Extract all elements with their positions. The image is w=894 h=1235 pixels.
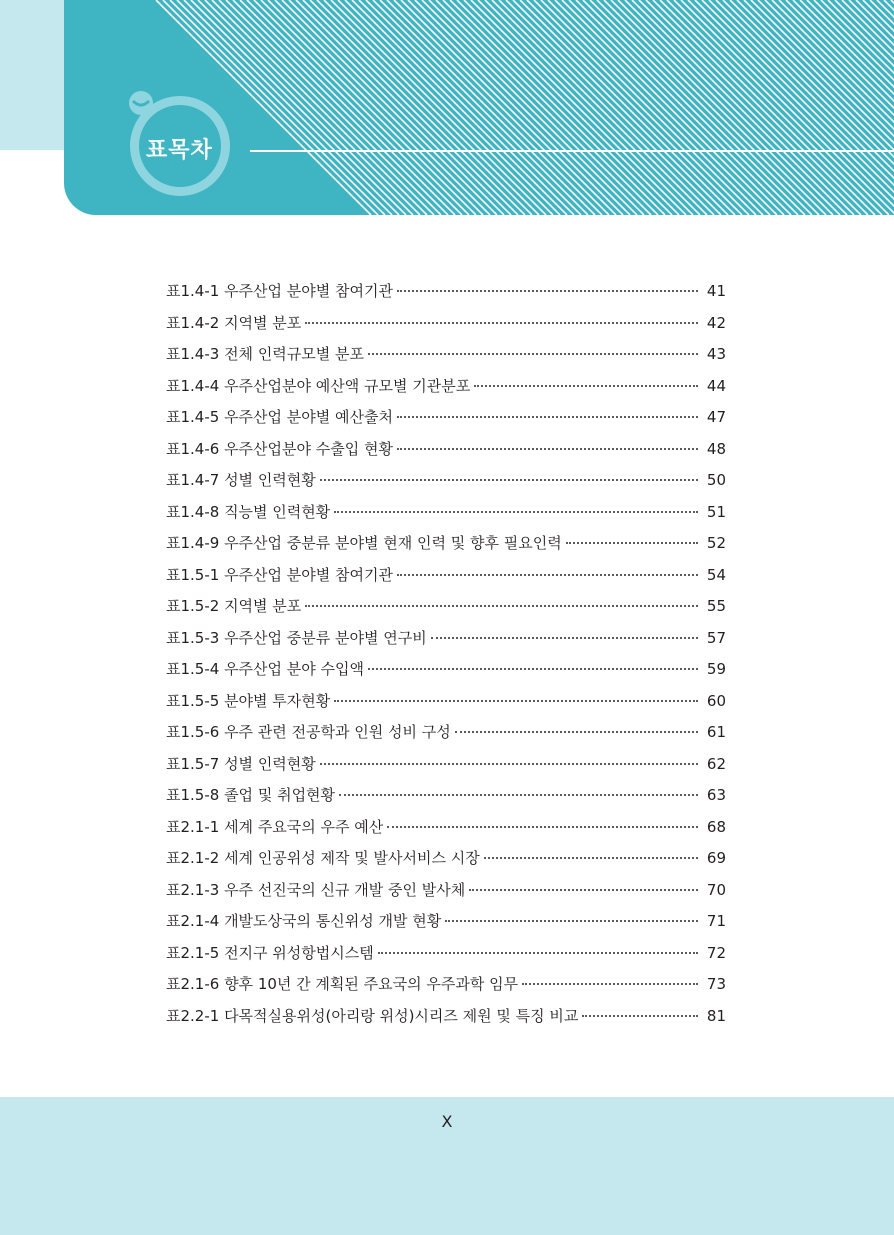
- toc-entry-page: 51: [706, 502, 726, 521]
- toc-entry[interactable]: [166, 375, 726, 407]
- toc-entry-title: 표1.4-1 우주산업 분야별 참여기관: [166, 282, 393, 300]
- toc-entry-title: 표2.1-5 전지구 위성항법시스템: [166, 943, 374, 962]
- toc-entry-page: 69: [706, 849, 726, 867]
- toc-entry[interactable]: [166, 501, 726, 533]
- toc-entry-title: 표1.5-7 성별 인력현황: [166, 754, 316, 773]
- toc-dot-leader: [368, 667, 698, 670]
- toc-entry-page: 55: [706, 597, 726, 615]
- badge-dot-icon: [128, 90, 154, 116]
- toc-entry-title: 표1.4-5 우주산업 분야별 예산출처: [166, 408, 393, 426]
- toc-dot-leader: [397, 447, 698, 450]
- toc-entry[interactable]: [166, 879, 726, 911]
- toc-entry-title: 표2.1-1 세계 주요국의 우주 예산: [166, 817, 384, 836]
- toc-entry[interactable]: [166, 973, 726, 1005]
- toc-entry-page: 68: [706, 817, 726, 836]
- toc-entry[interactable]: [166, 406, 726, 438]
- toc-entry[interactable]: [166, 627, 726, 659]
- toc-entry-page: 73: [706, 975, 726, 993]
- header-rule-line: [250, 150, 894, 152]
- toc-entry-page: 81: [706, 1006, 726, 1025]
- toc-entry-title: 표2.1-6 향후 10년 간 계획된 주요국의 우주과학 임무: [166, 975, 519, 993]
- toc-entry[interactable]: [166, 721, 726, 753]
- toc-dot-leader: [469, 888, 698, 891]
- toc-entry-page: 43: [706, 345, 726, 363]
- toc-entry-page: 62: [706, 754, 726, 773]
- toc-entry-page: 71: [706, 912, 726, 930]
- toc-entry-page: 63: [706, 786, 726, 804]
- toc-dot-leader: [378, 951, 698, 954]
- toc-dot-leader: [339, 793, 698, 796]
- toc-entry-title: 표2.1-2 세계 인공위성 제작 및 발사서비스 시장: [166, 849, 480, 867]
- toc-entry-title: 표1.5-2 지역별 분포: [166, 597, 302, 615]
- page-title: 표목차: [146, 138, 213, 163]
- toc-dot-leader: [484, 856, 698, 859]
- toc-entry[interactable]: [166, 469, 726, 501]
- toc-dot-leader: [305, 604, 698, 607]
- toc-entry-title: 표1.5-5 분야별 투자현황: [166, 691, 331, 710]
- toc-entry[interactable]: [166, 847, 726, 879]
- toc-entry-title: 표1.5-6 우주 관련 전공학과 인원 성비 구성: [166, 723, 451, 741]
- toc-dot-leader: [474, 384, 698, 387]
- toc-dot-leader: [320, 762, 698, 765]
- toc-entry[interactable]: [166, 438, 726, 470]
- toc-entry-title: 표1.4-4 우주산업분야 예산액 규모별 기관분포: [166, 376, 471, 395]
- toc-dot-leader: [387, 825, 698, 828]
- toc-entry[interactable]: [166, 816, 726, 848]
- toc-entry-page: 52: [706, 534, 726, 552]
- toc-entry-page: 48: [706, 439, 726, 458]
- toc-dot-leader: [368, 352, 698, 355]
- toc-entry-page: 57: [706, 628, 726, 647]
- toc-entry-title: 표1.5-3 우주산업 중분류 분야별 연구비: [166, 628, 427, 647]
- toc-dot-leader: [582, 1014, 698, 1017]
- toc-entry[interactable]: [166, 312, 726, 344]
- toc-entry[interactable]: [166, 910, 726, 942]
- page-number: X: [441, 1112, 453, 1131]
- toc-entry-title: 표2.2-1 다목적실용위성(아리랑 위성)시리즈 제원 및 특징 비교: [166, 1006, 579, 1025]
- toc-entry-page: 72: [706, 943, 726, 962]
- toc-dot-leader: [455, 730, 698, 733]
- toc-entry-page: 41: [706, 282, 726, 300]
- toc-entry[interactable]: [166, 1005, 726, 1037]
- toc-entry-title: 표1.4-9 우주산업 중분류 분야별 현재 인력 및 향후 필요인력: [166, 534, 562, 552]
- toc-entry[interactable]: [166, 532, 726, 564]
- toc-entry[interactable]: [166, 784, 726, 816]
- toc-entry[interactable]: [166, 942, 726, 974]
- toc-entry-page: 61: [706, 723, 726, 741]
- toc-dot-leader: [397, 415, 698, 418]
- toc-dot-leader: [397, 573, 698, 576]
- toc-entry[interactable]: [166, 564, 726, 596]
- toc-entry-page: 60: [706, 691, 726, 710]
- toc-dot-leader: [522, 982, 698, 985]
- toc-dot-leader: [334, 699, 698, 702]
- toc-entry-page: 50: [706, 471, 726, 489]
- toc-dot-leader: [445, 919, 698, 922]
- table-of-tables-list: [166, 280, 726, 1036]
- toc-entry[interactable]: [166, 658, 726, 690]
- toc-dot-leader: [334, 510, 698, 513]
- toc-entry-title: 표2.1-4 개발도상국의 통신위성 개발 현황: [166, 912, 442, 930]
- toc-dot-leader: [397, 289, 698, 292]
- toc-entry-page: 70: [706, 880, 726, 899]
- toc-entry-page: 44: [706, 376, 726, 395]
- toc-entry[interactable]: [166, 753, 726, 785]
- toc-entry-title: 표1.5-4 우주산업 분야 수입액: [166, 660, 365, 678]
- toc-entry-page: 59: [706, 660, 726, 678]
- toc-dot-leader: [305, 321, 698, 324]
- toc-dot-leader: [320, 478, 698, 481]
- toc-entry[interactable]: [166, 690, 726, 722]
- toc-entry-page: 42: [706, 313, 726, 332]
- toc-dot-leader: [566, 541, 698, 544]
- toc-entry[interactable]: [166, 343, 726, 375]
- toc-entry-title: 표1.4-3 전체 인력규모별 분포: [166, 345, 365, 363]
- toc-entry-title: 표1.5-8 졸업 및 취업현황: [166, 786, 336, 804]
- toc-entry-page: 54: [706, 565, 726, 584]
- toc-entry-title: 표1.4-7 성별 인력현황: [166, 471, 316, 489]
- toc-entry-title: 표1.4-6 우주산업분야 수출입 현황: [166, 439, 393, 458]
- toc-entry-title: 표1.4-2 지역별 분포: [166, 313, 302, 332]
- left-accent-strip: [0, 0, 66, 150]
- toc-entry[interactable]: [166, 280, 726, 312]
- toc-dot-leader: [431, 636, 698, 639]
- toc-entry[interactable]: [166, 595, 726, 627]
- toc-entry-page: 47: [706, 408, 726, 426]
- toc-entry-title: 표1.4-8 직능별 인력현황: [166, 502, 331, 521]
- toc-entry-title: 표2.1-3 우주 선진국의 신규 개발 중인 발사체: [166, 880, 466, 899]
- toc-entry-title: 표1.5-1 우주산업 분야별 참여기관: [166, 565, 393, 584]
